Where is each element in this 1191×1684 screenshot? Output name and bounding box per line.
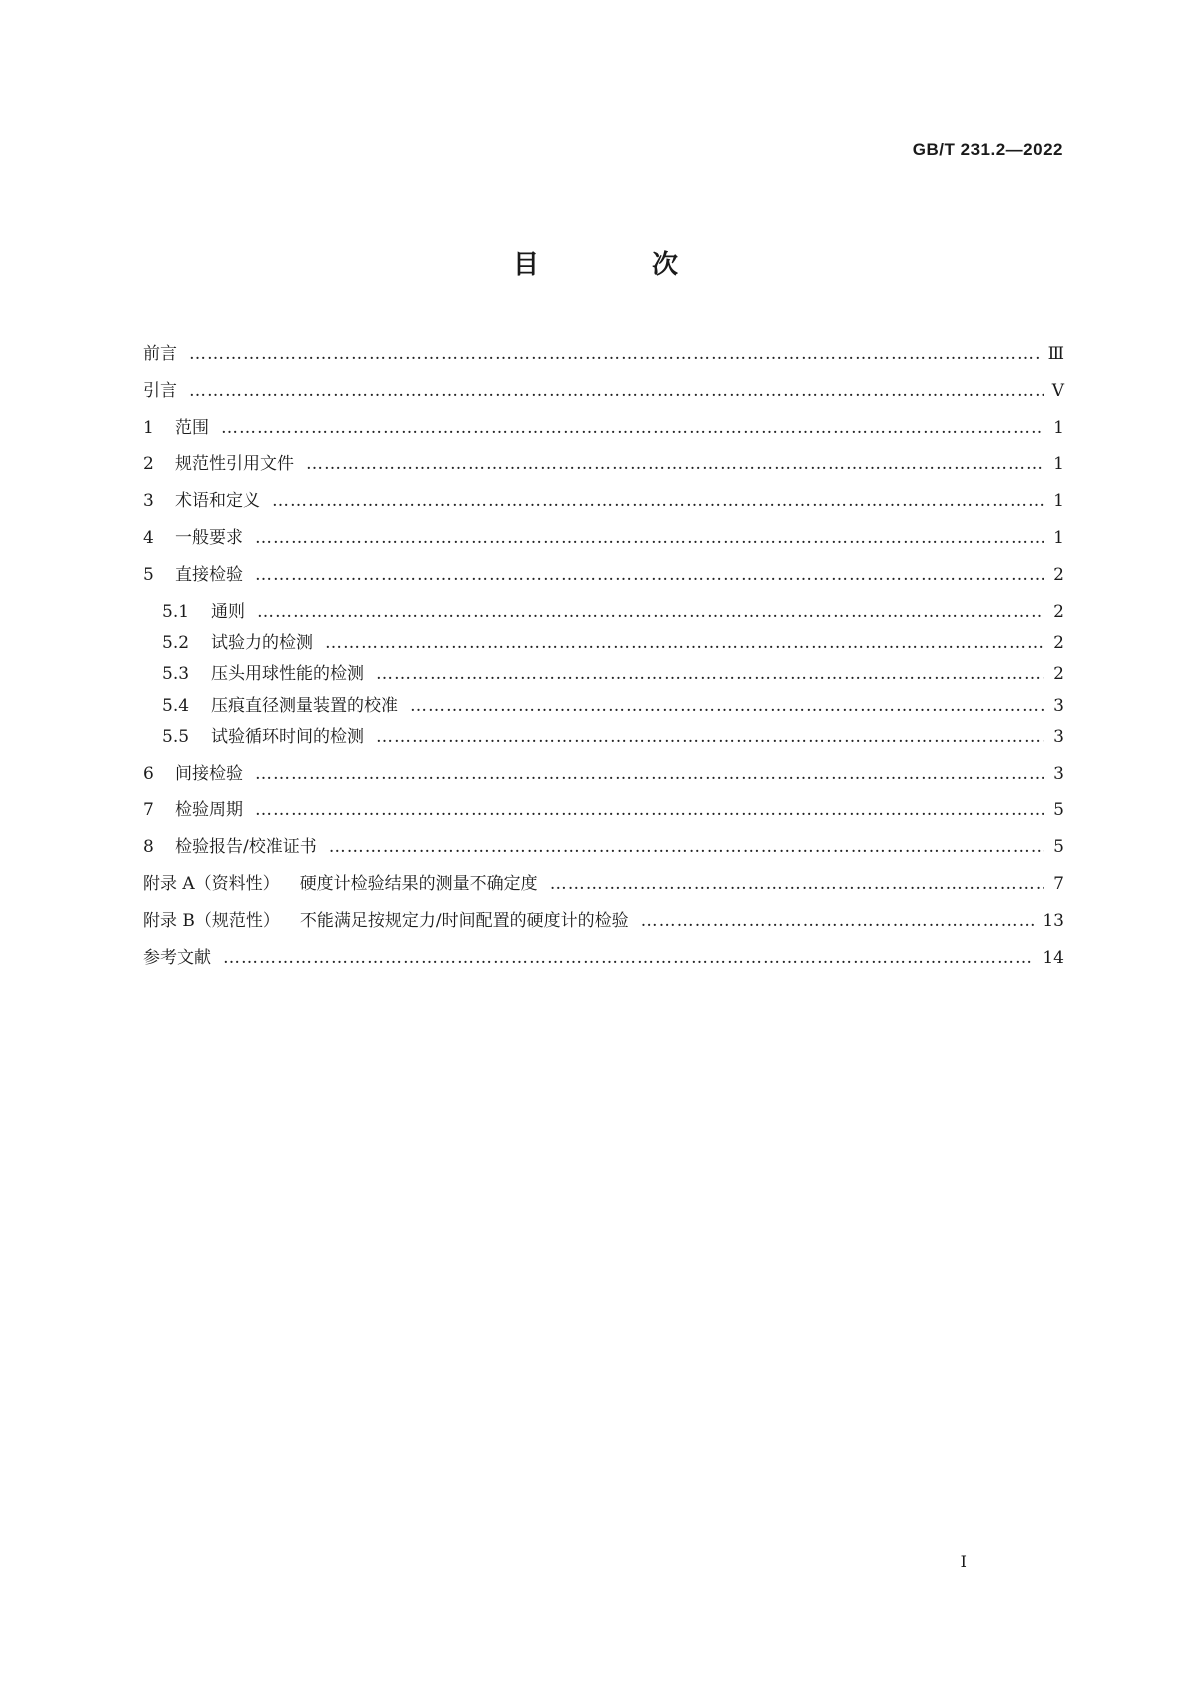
toc-entry-page: 7 bbox=[1053, 873, 1064, 894]
toc-entry-label: 参考文献 bbox=[143, 947, 211, 968]
toc-entry[interactable] bbox=[143, 523, 1064, 560]
toc-entry[interactable] bbox=[143, 906, 1064, 943]
toc-entry-number: 2 bbox=[143, 454, 154, 475]
toc-leader-dots bbox=[376, 664, 1044, 684]
toc-entry-page: 1 bbox=[1053, 527, 1064, 548]
toc-entry-label: 不能满足按规定力/时间配置的硬度计的检验 bbox=[299, 910, 629, 931]
toc-entry-page: 5 bbox=[1053, 800, 1064, 821]
toc-entry-number: 7 bbox=[143, 800, 154, 821]
toc-entry[interactable] bbox=[143, 628, 1064, 659]
toc-entry[interactable] bbox=[143, 560, 1064, 597]
toc-entry-annex: 附录 B（规范性） bbox=[143, 910, 280, 931]
toc-leader-dots bbox=[257, 602, 1044, 622]
page-number: Ⅰ bbox=[960, 1552, 967, 1571]
toc-entry-number: 6 bbox=[143, 763, 154, 784]
table-of-contents bbox=[143, 339, 1064, 979]
toc-entry[interactable] bbox=[143, 413, 1064, 450]
toc-entry-page: 2 bbox=[1053, 564, 1064, 585]
toc-entry-page: Ⅴ bbox=[1051, 380, 1064, 401]
toc-entry-label: 压头用球性能的检测 bbox=[211, 664, 364, 685]
toc-leader-dots bbox=[376, 727, 1044, 747]
toc-entry-number: 5.4 bbox=[162, 695, 190, 716]
toc-leader-dots bbox=[306, 454, 1044, 474]
toc-entry-number: 5.1 bbox=[162, 601, 190, 622]
standard-code: GB/T 231.2—2022 bbox=[912, 140, 1063, 159]
toc-entry-label: 直接检验 bbox=[175, 564, 243, 585]
toc-entry[interactable] bbox=[143, 869, 1064, 906]
toc-entry-number: 8 bbox=[143, 837, 154, 858]
toc-entry[interactable] bbox=[143, 449, 1064, 486]
toc-leader-dots bbox=[255, 764, 1044, 784]
toc-entry-page: 3 bbox=[1053, 763, 1064, 784]
toc-entry[interactable] bbox=[143, 795, 1064, 832]
toc-leader-dots bbox=[410, 696, 1044, 716]
toc-leader-dots bbox=[223, 948, 1034, 968]
toc-leader-dots bbox=[221, 418, 1044, 438]
toc-entry-number: 1 bbox=[143, 417, 154, 438]
toc-entry-page: 1 bbox=[1053, 417, 1064, 438]
toc-entry-label: 检验报告/校准证书 bbox=[175, 837, 317, 858]
toc-entry-label: 试验循环时间的检测 bbox=[211, 727, 364, 748]
toc-entry-label: 试验力的检测 bbox=[211, 632, 313, 653]
toc-entry[interactable] bbox=[143, 943, 1064, 980]
toc-entry-label: 规范性引用文件 bbox=[175, 454, 294, 475]
toc-entry-number: 5.3 bbox=[162, 664, 190, 685]
toc-entry[interactable] bbox=[143, 486, 1064, 523]
toc-entry[interactable] bbox=[143, 659, 1064, 690]
toc-entry-label: 检验周期 bbox=[175, 800, 243, 821]
toc-leader-dots bbox=[255, 800, 1044, 820]
toc-leader-dots bbox=[325, 633, 1044, 653]
toc-entry-number: 5 bbox=[143, 564, 154, 585]
toc-entry-label: 前言 bbox=[143, 344, 177, 364]
toc-entry[interactable] bbox=[143, 691, 1064, 722]
toc-entry-page: 1 bbox=[1053, 454, 1064, 475]
page-title: 目 次 bbox=[512, 250, 731, 280]
toc-entry-page: 3 bbox=[1053, 695, 1064, 716]
toc-entry-page: Ⅲ bbox=[1047, 344, 1064, 364]
toc-entry-number: 5.5 bbox=[162, 727, 190, 748]
toc-leader-dots bbox=[641, 911, 1035, 931]
toc-entry-number: 5.2 bbox=[162, 632, 190, 653]
toc-entry-page: 5 bbox=[1053, 837, 1064, 858]
toc-entry[interactable] bbox=[143, 722, 1064, 753]
toc-leader-dots bbox=[189, 344, 1040, 364]
toc-leader-dots bbox=[189, 381, 1044, 401]
toc-entry[interactable] bbox=[143, 376, 1064, 413]
toc-entry-page: 13 bbox=[1042, 910, 1064, 931]
toc-entry[interactable] bbox=[143, 832, 1064, 869]
toc-entry-page: 2 bbox=[1053, 632, 1064, 653]
toc-entry-label: 压痕直径测量装置的校准 bbox=[211, 695, 398, 716]
toc-entry-number: 4 bbox=[143, 527, 154, 548]
toc-entry-page: 3 bbox=[1053, 727, 1064, 748]
toc-entry-annex: 附录 A（资料性） bbox=[143, 873, 280, 894]
toc-entry-page: 14 bbox=[1042, 947, 1064, 968]
toc-leader-dots bbox=[272, 491, 1044, 511]
toc-entry[interactable] bbox=[143, 759, 1064, 796]
toc-entry-page: 2 bbox=[1053, 664, 1064, 685]
toc-entry-label: 术语和定义 bbox=[175, 491, 260, 512]
toc-entry[interactable] bbox=[143, 339, 1064, 376]
toc-entry-label: 一般要求 bbox=[175, 527, 243, 548]
toc-leader-dots bbox=[255, 528, 1044, 548]
toc-entry-label: 范围 bbox=[175, 417, 209, 438]
toc-entry-label: 间接检验 bbox=[175, 763, 243, 784]
toc-entry-label: 硬度计检验结果的测量不确定度 bbox=[299, 873, 538, 894]
toc-leader-dots bbox=[255, 565, 1044, 585]
toc-entry-page: 1 bbox=[1053, 491, 1064, 512]
toc-entry-page: 2 bbox=[1053, 601, 1064, 622]
toc-entry-number: 3 bbox=[143, 491, 154, 512]
toc-entry-label: 引言 bbox=[143, 380, 177, 401]
toc-entry-label: 通则 bbox=[211, 601, 245, 622]
toc-leader-dots bbox=[329, 837, 1044, 857]
toc-entry[interactable] bbox=[143, 597, 1064, 628]
toc-leader-dots bbox=[550, 874, 1044, 894]
